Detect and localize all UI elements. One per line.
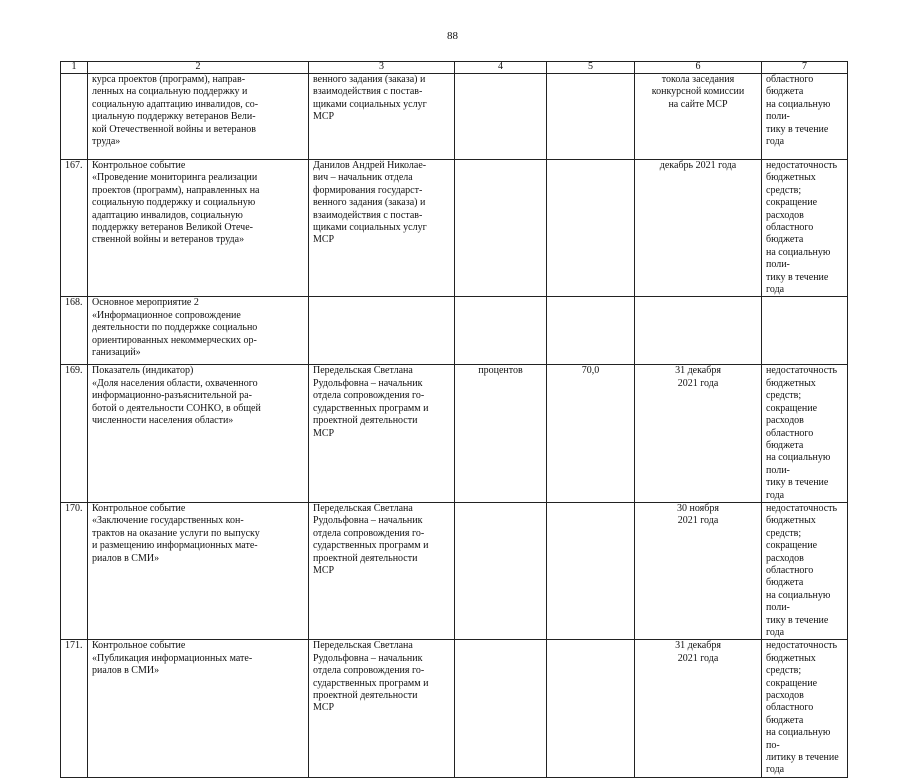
deadline-cell: токола заседания конкурсной комиссии на сайте МСР — [635, 74, 762, 160]
value-cell — [547, 502, 635, 639]
unit-cell — [455, 640, 547, 777]
table-row — [61, 297, 848, 365]
unit-cell — [455, 297, 547, 365]
value-cell: 70,0 — [547, 365, 635, 502]
row-number — [61, 74, 88, 160]
risk-cell: недостаточность бюджетных средств; сокращение расходов областного бюджета на социальную поли- тику в течение года — [762, 502, 848, 639]
value-cell — [547, 160, 635, 297]
table-row — [61, 640, 848, 777]
table-row — [61, 365, 848, 502]
event-cell: Контрольное событие «Проведение мониторинга реализации проектов (программ), направленных на социальную поддержку и социальную адаптацию инвалидов, социальную поддержку ветеранов Великой Отече- ственной войны и ветеранов труда» — [88, 160, 309, 297]
deadline-cell: 31 декабря 2021 года — [635, 640, 762, 777]
event-cell: курса проектов (программ), направ- ленных на социальную поддержку и социальную адаптацию инвалидов, со- циальную поддержку ветеранов Вели- кой Отечественной войны и ветеранов труда» — [88, 74, 309, 160]
responsible-cell: Передельская Светлана Рудольфовна – начальник отдела сопровождения го- сударственных программ и проектной деятельности МСР — [309, 640, 455, 777]
column-number: 7 — [762, 62, 848, 74]
risk-cell: областного бюджета на социальную поли- тику в течение года — [762, 74, 848, 160]
event-cell: Контрольное событие «Заключение государственных кон- трактов на оказание услуги по выпуску и размещению информационных мате- риалов в СМИ» — [88, 502, 309, 639]
unit-cell: процентов — [455, 365, 547, 502]
column-number: 5 — [547, 62, 635, 74]
table-row — [61, 74, 848, 160]
responsible-cell: венного задания (заказа) и взаимодействия с постав- щиками социальных услуг МСР — [309, 74, 455, 160]
row-number: 168. — [61, 297, 88, 365]
column-number: 6 — [635, 62, 762, 74]
risk-cell — [762, 297, 848, 365]
column-number: 2 — [88, 62, 309, 74]
event-cell: Контрольное событие «Публикация информационных мате- риалов в СМИ» — [88, 640, 309, 777]
row-number: 167. — [61, 160, 88, 297]
column-number: 1 — [61, 62, 88, 74]
deadline-cell: 31 декабря 2021 года — [635, 365, 762, 502]
responsible-cell: Данилов Андрей Николае- вич – начальник отдела формирования государст- венного задания (заказа) и взаимодействия с постав- щиками социальных услуг МСР — [309, 160, 455, 297]
unit-cell — [455, 74, 547, 160]
unit-cell — [455, 502, 547, 639]
risk-cell: недостаточность бюджетных средств; сокращение расходов областного бюджета на социальную по- литику в течение года — [762, 640, 848, 777]
column-number-row — [61, 62, 848, 74]
row-number: 171. — [61, 640, 88, 777]
deadline-cell: 30 ноября 2021 года — [635, 502, 762, 639]
column-number: 3 — [309, 62, 455, 74]
unit-cell — [455, 160, 547, 297]
value-cell — [547, 640, 635, 777]
table-row — [61, 502, 848, 639]
plan-table — [60, 61, 848, 778]
deadline-cell: декабрь 2021 года — [635, 160, 762, 297]
responsible-cell: Передельская Светлана Рудольфовна – начальник отдела сопровождения го- сударственных программ и проектной деятельности МСР — [309, 365, 455, 502]
responsible-cell: Передельская Светлана Рудольфовна – начальник отдела сопровождения го- сударственных программ и проектной деятельности МСР — [309, 502, 455, 639]
event-cell: Основное мероприятие 2 «Информационное сопровождение деятельности по поддержке социально ориентированных некоммерческих ор- ганизаций» — [88, 297, 309, 365]
page-number: 88 — [447, 30, 458, 42]
value-cell — [547, 297, 635, 365]
risk-cell: недостаточность бюджетных средств; сокращение расходов областного бюджета на социальную поли- тику в течение года — [762, 160, 848, 297]
row-number: 170. — [61, 502, 88, 639]
column-number: 4 — [455, 62, 547, 74]
table-row — [61, 160, 848, 297]
responsible-cell — [309, 297, 455, 365]
deadline-cell — [635, 297, 762, 365]
event-cell: Показатель (индикатор) «Доля населения области, охваченного информационно-разъяснительной ра- ботой о деятельности СОНКО, в общей численности населения области» — [88, 365, 309, 502]
row-number: 169. — [61, 365, 88, 502]
value-cell — [547, 74, 635, 160]
risk-cell: недостаточность бюджетных средств; сокращение расходов областного бюджета на социальную поли- тику в течение года — [762, 365, 848, 502]
